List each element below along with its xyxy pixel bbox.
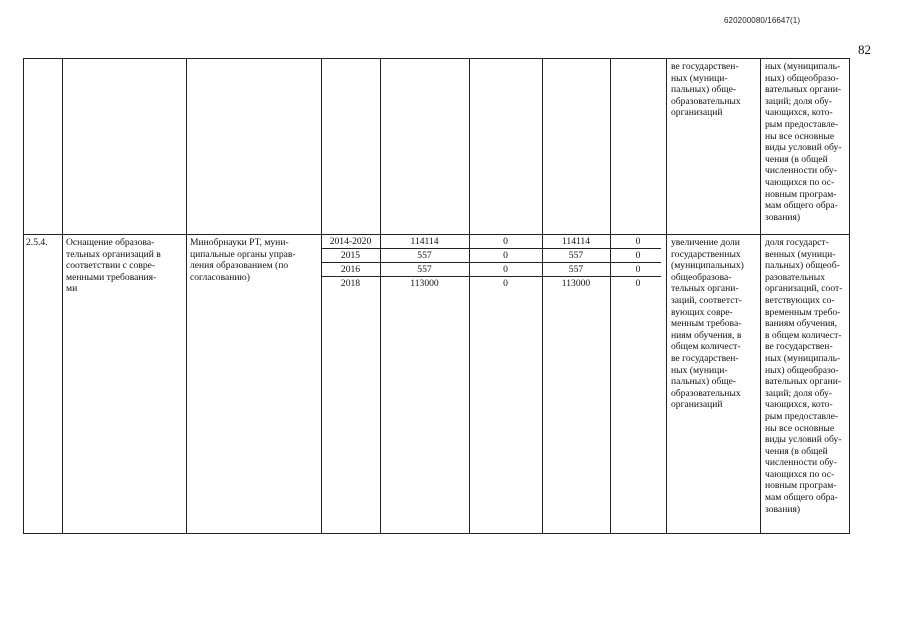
republic-cell: 557: [568, 264, 584, 275]
col-border: [380, 59, 381, 533]
period-cell: 2016: [340, 264, 361, 275]
federal-cell: 0: [503, 278, 508, 289]
col-border: [23, 59, 24, 533]
subrow-border: [321, 276, 661, 277]
other-cell: 0: [635, 264, 641, 275]
other-cell: 0: [635, 278, 641, 289]
col-border: [760, 59, 761, 533]
total-cell: 557: [417, 264, 432, 275]
other-cell: 0: [635, 250, 641, 261]
total-cell: 557: [417, 250, 432, 261]
col-border: [186, 59, 187, 533]
col-border: [542, 59, 543, 533]
page-number: 82: [858, 42, 871, 57]
item-indicators: увеличение доли государственных (муниципальных) общеобразова- тельных органи- заций, соответст- вующих совре- менным требова- ниям обучения, в общем количест- ве государствен- ных (муници- пальных) обще- образовательных организаций: [671, 237, 744, 411]
period-cell: 2015: [340, 250, 361, 261]
program-table: [23, 58, 850, 534]
col-border: [321, 59, 322, 533]
top-target-text: ных (муниципаль- ных) общеобразо- вательных органи- заций; доля обу- чающихся, кото- рым предоставле- ны все основные виды условий обу- чения (в общей численности обу- чающихся по ос- новным програм- мам общего обра- зования): [765, 61, 842, 223]
row-border: [23, 234, 850, 235]
subrow-border: [321, 248, 661, 249]
federal-cell: 0: [503, 264, 508, 275]
federal-cell: 0: [503, 250, 508, 261]
col-border: [610, 59, 611, 533]
document-id: 620200080/16647(1): [724, 16, 801, 25]
col-border: [849, 59, 850, 533]
period-cell: 2018: [340, 278, 361, 289]
republic-cell: 557: [568, 250, 584, 261]
col-border: [469, 59, 470, 533]
republic-cell: 113000: [561, 278, 591, 289]
item-executor: Минобрнауки РТ, муни- ципальные органы управ- ления образованием (по согласованию): [190, 237, 296, 283]
subrow-border: [321, 262, 661, 263]
col-border: [666, 59, 667, 533]
period-cell: 2014-2020: [329, 236, 372, 247]
top-indicators-text: ве государствен- ных (муници- пальных) обще- образовательных организаций: [671, 61, 741, 119]
col-border: [62, 59, 63, 533]
total-cell: 113000: [410, 278, 439, 289]
item-target: доля государст- венных (муници- пальных) общеоб- разовательных организаций, соот- ветствующих со- временным требо- ваниям обучения, в общем количест- ве государствен- ных (муниципаль- ных) общеобразо- вательных органи- заций; доля обу- чающихся, кото- рым предоставле- ны все основные виды условий обу- чения (в общей численности обу- чающихся по ос- новным програм- мам общего обра- зования): [765, 237, 843, 515]
other-cell: 0: [635, 236, 641, 247]
federal-cell: 0: [503, 236, 508, 247]
item-number: 2.5.4.: [26, 237, 48, 248]
item-name: Оснащение образова- тельных организаций в соответствии с совре- менными требования- ми: [66, 237, 161, 295]
total-cell: 114114: [410, 236, 439, 247]
republic-cell: 114114: [561, 236, 591, 247]
